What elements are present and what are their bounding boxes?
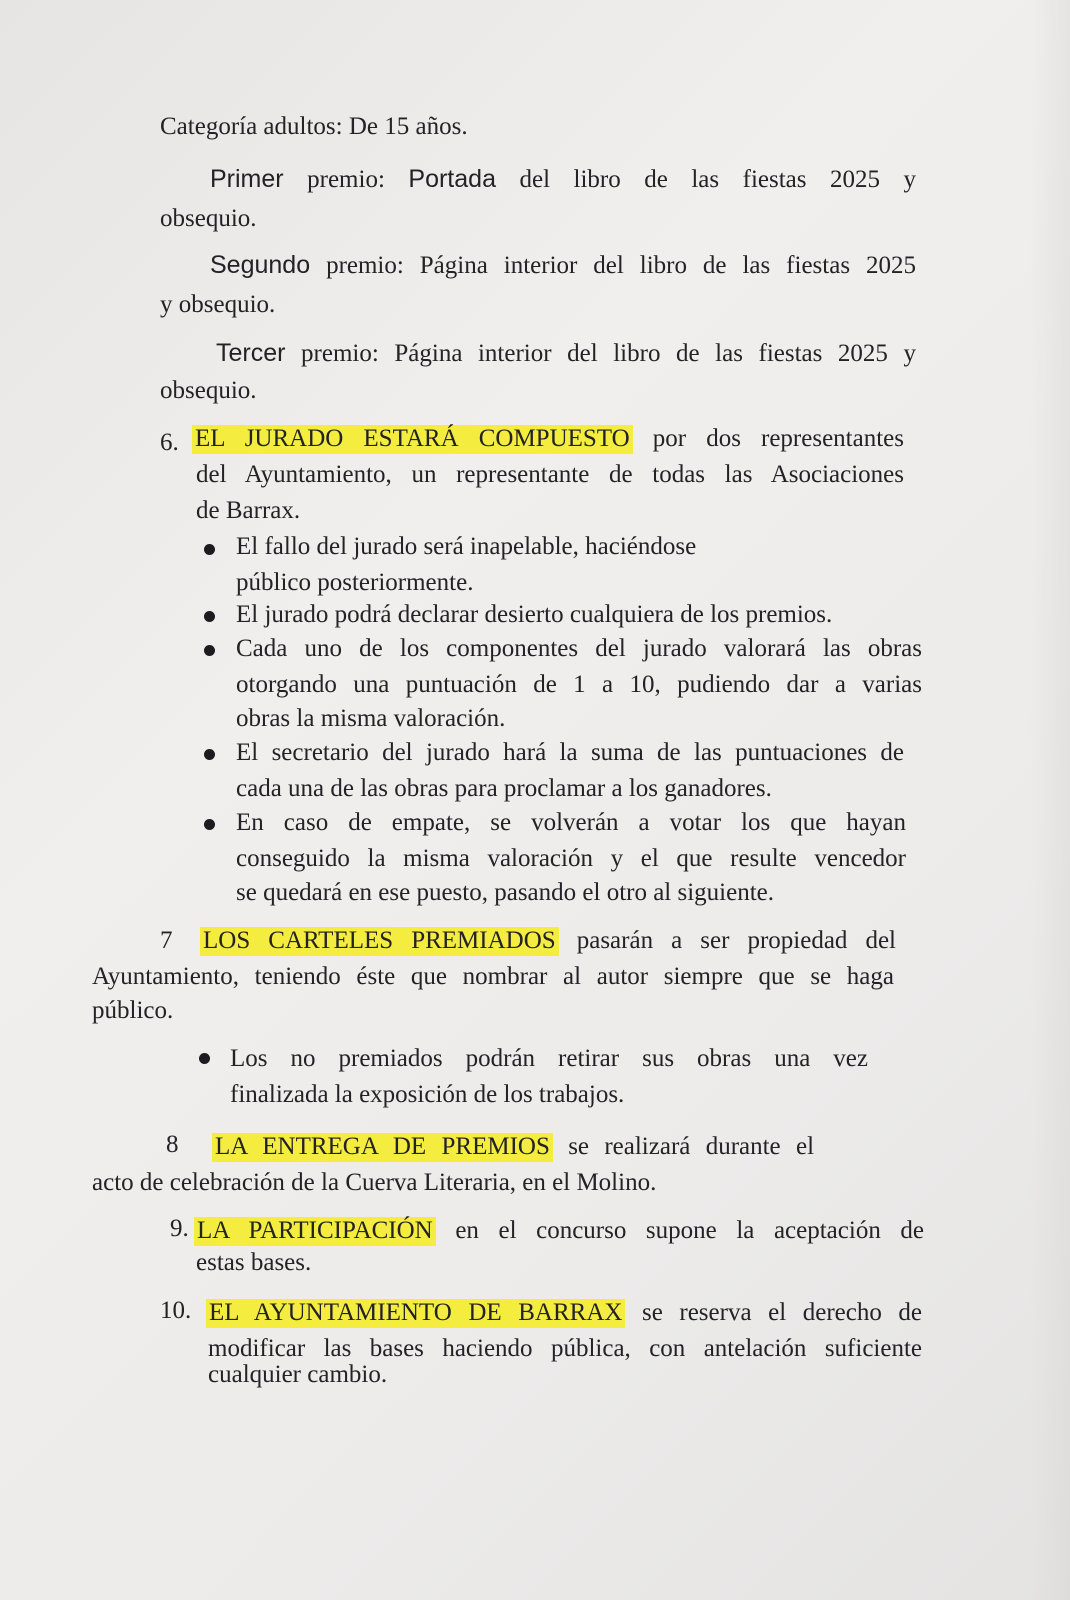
section-7-line1 [200,926,896,956]
section-7-bullet-line2: finalizada la exposición de los trabajos. [230,1081,625,1108]
section-8-line1-rest: se realizará durante el [568,1133,815,1160]
bullet-5-line3: se quedará en ese puesto, pasando el otro al siguiente. [236,879,775,906]
second-prize-line2: y obsequio. [160,291,276,318]
bullet-dot [204,544,215,555]
bullet-1-line2: público posteriormente. [236,569,474,596]
section-10-number: 10. [160,1297,192,1324]
bullet-4-line1: El secretario del jurado hará la suma de las puntuaciones de [236,739,904,766]
section-8-line2: acto de celebración de la Cuerva Literaria, en el Molino. [92,1169,657,1196]
bullet-3-line1: Cada uno de los componentes del jurado valorará las obras [236,635,922,662]
section-7-line1-rest: pasarán a ser propiedad del [576,927,896,954]
bullet-1-line1: El fallo del jurado será inapelable, haciéndose [236,533,697,560]
section-10-line1 [206,1298,922,1328]
section-10-line2: modificar las bases haciendo pública, con antelación suficiente [208,1335,922,1362]
bullet-dot [204,749,215,760]
second-prize-line1 [210,250,916,281]
section-10-line3: cualquier cambio. [208,1361,388,1388]
section-6-number: 6. [160,429,179,456]
section-6-line2: del Ayuntamiento, un representante de todas las Asociaciones [196,461,904,488]
section-7-line2: Ayuntamiento, teniendo éste que nombrar al autor siempre que se haga [92,963,894,990]
section-9-line2: estas bases. [196,1249,312,1276]
section-9-highlight: LA PARTICIPACIÓN [194,1217,436,1246]
section-6-line1 [192,424,904,454]
bullet-5-line2: conseguido la misma valoración y el que resulte vencedor [236,845,906,872]
second-prize-detail: premio: Página interior del libro de las fiestas 2025 [326,252,916,279]
paper-edge-shadow [1030,0,1070,1600]
first-prize-cover: Portada [408,165,496,193]
first-prize-label: Primer [210,165,284,193]
section-10-highlight: EL AYUNTAMIENTO DE BARRAX [206,1299,625,1328]
section-9-number: 9. [170,1215,189,1242]
bullet-4-line2: cada una de las obras para proclamar a los ganadores. [236,775,772,802]
section-6-line3: de Barrax. [196,497,301,524]
first-prize-line2: obsequio. [160,205,257,232]
bullet-5-line1: En caso de empate, se volverán a votar los que hayan [236,809,906,836]
bullet-3-line2: otorgando una puntuación de 1 a 10, pudiendo dar a varias [236,671,922,698]
third-prize-label: Tercer [216,339,286,367]
section-8-number: 8 [166,1131,179,1158]
first-prize-detail: del libro de las fiestas 2025 y [519,166,917,193]
section-7-bullet-line1: Los no premiados podrán retirar sus obras una vez [230,1045,868,1072]
section-8-line1 [212,1132,814,1162]
third-prize-line1 [216,338,916,369]
section-8-highlight: LA ENTREGA DE PREMIOS [212,1133,553,1162]
section-10-line1-rest: se reserva el derecho de [642,1299,922,1326]
section-9-line1 [194,1216,924,1246]
second-prize-label: Segundo [210,251,311,279]
bullet-dot [199,1053,210,1064]
section-6-highlight: EL JURADO ESTARÁ COMPUESTO [192,425,633,454]
bullet-dot [204,611,215,622]
first-prize-line1 [210,164,916,195]
first-prize-word: premio: [307,166,385,193]
section-7-line3: público. [92,997,174,1024]
bullet-dot [204,819,215,830]
section-7-number: 7 [160,927,173,954]
bullet-2-line1: El jurado podrá declarar desierto cualquiera de los premios. [236,601,833,628]
bullet-3-line3: obras la misma valoración. [236,705,506,732]
section-6-line1-rest: por dos representantes [652,425,904,452]
third-prize-detail: premio: Página interior del libro de las fiestas 2025 y [301,340,917,367]
bullet-dot [204,645,215,656]
section-7-highlight: LOS CARTELES PREMIADOS [200,927,559,956]
section-9-line1-rest: en el concurso supone la aceptación de [455,1217,924,1244]
third-prize-line2: obsequio. [160,377,257,404]
category-adults: Categoría adultos: De 15 años. [160,113,468,140]
